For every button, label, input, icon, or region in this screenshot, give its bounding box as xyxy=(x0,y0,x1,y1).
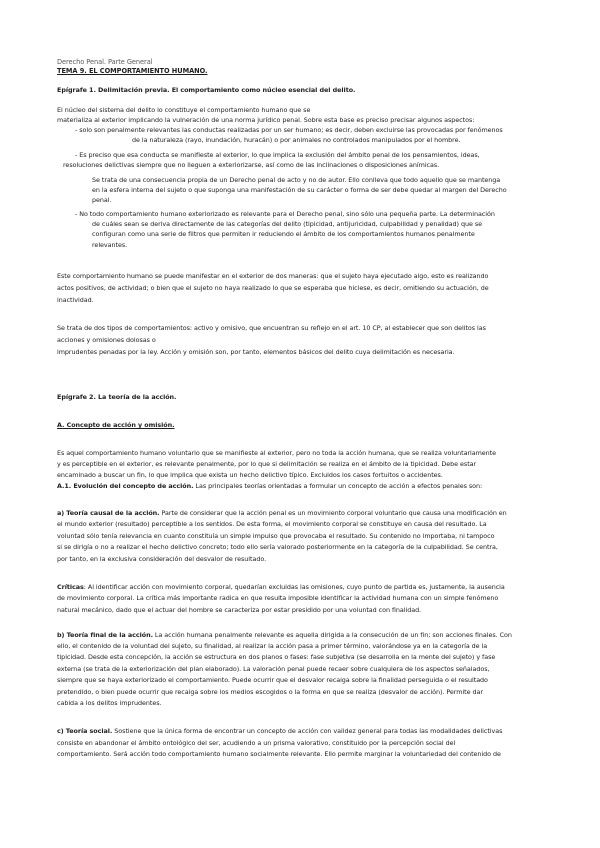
theory-causal-line xyxy=(57,509,507,517)
theory-final-line xyxy=(57,631,512,639)
course-header: Derecho Penal. Parte General xyxy=(57,58,153,66)
paragraph-line: pretendido, o bien puede ocurrir que recaiga sobre los medios escogidos o la forma en que se realiza (desvalor de acción). Permite dar xyxy=(57,688,483,696)
theory-social-label: c) Teoría social. xyxy=(57,727,113,735)
paragraph-line: Es aquel comportamiento humano voluntario que se manifieste al exterior, pero no toda la acción humana, que se realiza voluntariamente xyxy=(57,449,497,457)
bullet-line: resoluciones delictivas siempre que no lleguen a exteriorizarse, así como de las inclinaciones o disposiciones anímicas. xyxy=(63,161,440,169)
paragraph-line: cabida a los delitos imprudentes. xyxy=(57,699,162,707)
epigrafe-2-heading: Epígrafe 2. La teoría de la acción. xyxy=(57,393,177,401)
paragraph-line: ello, el contenido de la voluntad del sujeto, su finalidad, al realizar la acción pasa a primer término, valorándose ya en la categoría de la xyxy=(57,642,488,650)
paragraph-line: Se trata de dos tipos de comportamientos: activo y omisivo, que encuentran su reflejo en el art. 10 CP, al establecer que son delitos las xyxy=(57,324,486,332)
paragraph-line: imprudentes penadas por la ley. Acción y omisión son, por tanto, elementos básicos del delito cuya delimitación es necesaria. xyxy=(57,348,455,356)
paragraph-line: El núcleo del sistema del delito lo constituye el comportamiento humano que se xyxy=(57,106,311,114)
paragraph-line: actos positivos, de actividad; o bien que el sujeto no haya realizado lo que se esperaba que hiciese, es decir, omitiendo su actuación, de xyxy=(57,284,489,292)
criticas-text: : Al identificar acción con movimiento corporal, quedarían excluidas las omisiones, cuyo punto de partida es, justamente, la ausencia xyxy=(83,583,505,591)
paragraph-line: siempre que se haya exteriorizado el comportamiento. Puede ocurrir que el desvalor recaiga sobre la finalidad perseguida o el resultado xyxy=(57,676,488,684)
theory-causal-text: Parte de considerar que la acción penal es un movimiento corporal voluntario que causa una modificación en xyxy=(159,509,507,517)
criticas-label: Críticas xyxy=(57,583,84,591)
paragraph-line: comportamiento. Será acción todo comportamiento humano socialmente relevante. Ello permite marginar la voluntariedad del contenido de xyxy=(57,750,501,758)
subsection-a1 xyxy=(57,482,482,490)
theory-final-text: La acción humana penalmente relevante es aquella dirigida a la consecución de un fin; son acciones finales. Con xyxy=(152,631,512,639)
bullet-line: - No todo comportamiento humano exteriorizado es relevante para el Derecho penal, sino sólo una pequeña parte. La determinación xyxy=(75,210,495,218)
paragraph-line: encaminado a buscar un fin, lo que implica que exista un hecho delictivo típico. Excluidos los casos fortuitos o accidentes. xyxy=(57,471,443,479)
paragraph-line: por tanto, en la exclusiva consideración del desvalor de resultado. xyxy=(57,555,267,563)
paragraph-line: voluntad sólo tenía relevancia en cuanto constituía un simple impulso que provocaba el resultado. Su contenido no importaba, ni tampoco xyxy=(57,532,495,540)
paragraph-line: materializa al exterior implicando la vulneración de una norma jurídico penal. Sobre esta base es preciso precisar algunos aspectos: xyxy=(57,116,475,124)
indented-line: penal. xyxy=(92,196,112,204)
bullet-line: de la naturaleza (rayo, inundación, huracán) o por animales no controlados manipulados por el hombre. xyxy=(132,136,461,144)
criticas-line xyxy=(57,583,505,591)
paragraph-line: y es perceptible en el exterior, es relevante penalmente, por lo que si delimitación se realiza en el ámbito de la tipicidad. Debe estar xyxy=(57,460,477,468)
section-a-heading: A. Concepto de acción y omisión. xyxy=(57,421,175,429)
indented-line: Se trata de una consecuencia propia de un Derecho penal de acto y no de autor. Ello conlleva que todo aquello que se mantenga xyxy=(92,176,501,184)
bullet-line: de cuáles sean se deriva directamente de las categorías del delito (tipicidad, antijuricidad, culpabilidad y penalidad) que se xyxy=(92,220,482,228)
document-title: TEMA 9. EL COMPORTAMIENTO HUMANO. xyxy=(57,67,208,75)
paragraph-line: Este comportamiento humano se puede manifestar en el exterior de dos maneras: que el sujeto haya ejecutado algo, esto es realizando xyxy=(57,272,489,280)
bullet-line: - solo son penalmente relevantes las conductas realizadas por un ser humano; es decir, deben excluirse las provocadas por fenómenos xyxy=(75,126,503,134)
paragraph-line: consiste en abandonar el ámbito ontológico del ser, acudiendo a un prisma valorativo, constituido por la percepción social del xyxy=(57,739,456,747)
theory-causal-label: a) Teoría causal de la acción. xyxy=(57,509,160,517)
theory-social-text: Sostiene que la única forma de encontrar un concepto de acción con validez general para todas las modalidades delictivas xyxy=(112,727,503,735)
theory-social-line xyxy=(57,727,502,735)
subsection-a1-label: A.1. Evolución del concepto de acción. xyxy=(57,482,194,490)
bullet-line: configuran como una serie de filtros que permiten ir reduciendo el ámbito de los comportamientos humanos penalmente xyxy=(92,230,475,238)
subsection-a1-text: Las principales teorías orientadas a formular un concepto de acción a efectos penales son: xyxy=(193,482,483,490)
paragraph-line: acciones y omisiones dolosas o xyxy=(57,336,156,344)
paragraph-line: el mundo exterior (resultado) perceptible a los sentidos. De esta forma, el movimiento corporal se constituye en causa del resultado. La xyxy=(57,520,487,528)
paragraph-line: si se dirigía o no a realizar el hecho delictivo concreto; todo ello sería valorado posteriormente en la categoría de la culpabilidad. Se centra, xyxy=(57,543,498,551)
bullet-line: - Es preciso que esa conducta se manifieste al exterior, lo que implica la exclusión del ámbito penal de los pensamientos, ideas, xyxy=(75,151,480,159)
paragraph-line: de movimiento corporal. La crítica más importante radica en que resulta imposible identificar la actividad humana con un simple fenómeno xyxy=(57,594,499,602)
paragraph-line: externa (se trata de la exteriorización del plan elaborado). La valoración penal puede recaer sobre cualquiera de los aspectos señalados, xyxy=(57,665,490,673)
indented-line: en la esfera interna del sujeto o que suponga una manifestación de su carácter o forma de ser debe quedar al margen del Derecho xyxy=(92,186,507,194)
paragraph-line: tipicidad. Desde esta concepción, la acción se estructura en dos planos o fases: fase subjetiva (se desarrolla en la mente del sujeto) y fase xyxy=(57,653,496,661)
theory-final-label: b) Teoría final de la acción. xyxy=(57,631,153,639)
paragraph-line: natural mecánico, dado que el actuar del hombre se caracteriza por estar presidido por una voluntad con finalidad. xyxy=(57,606,422,614)
paragraph-line: inactividad. xyxy=(57,296,94,304)
epigrafe-1-heading: Epígrafe 1. Delimitación previa. El comportamiento como núcleo esencial del delito. xyxy=(57,86,356,94)
bullet-line: relevantes. xyxy=(92,241,128,249)
